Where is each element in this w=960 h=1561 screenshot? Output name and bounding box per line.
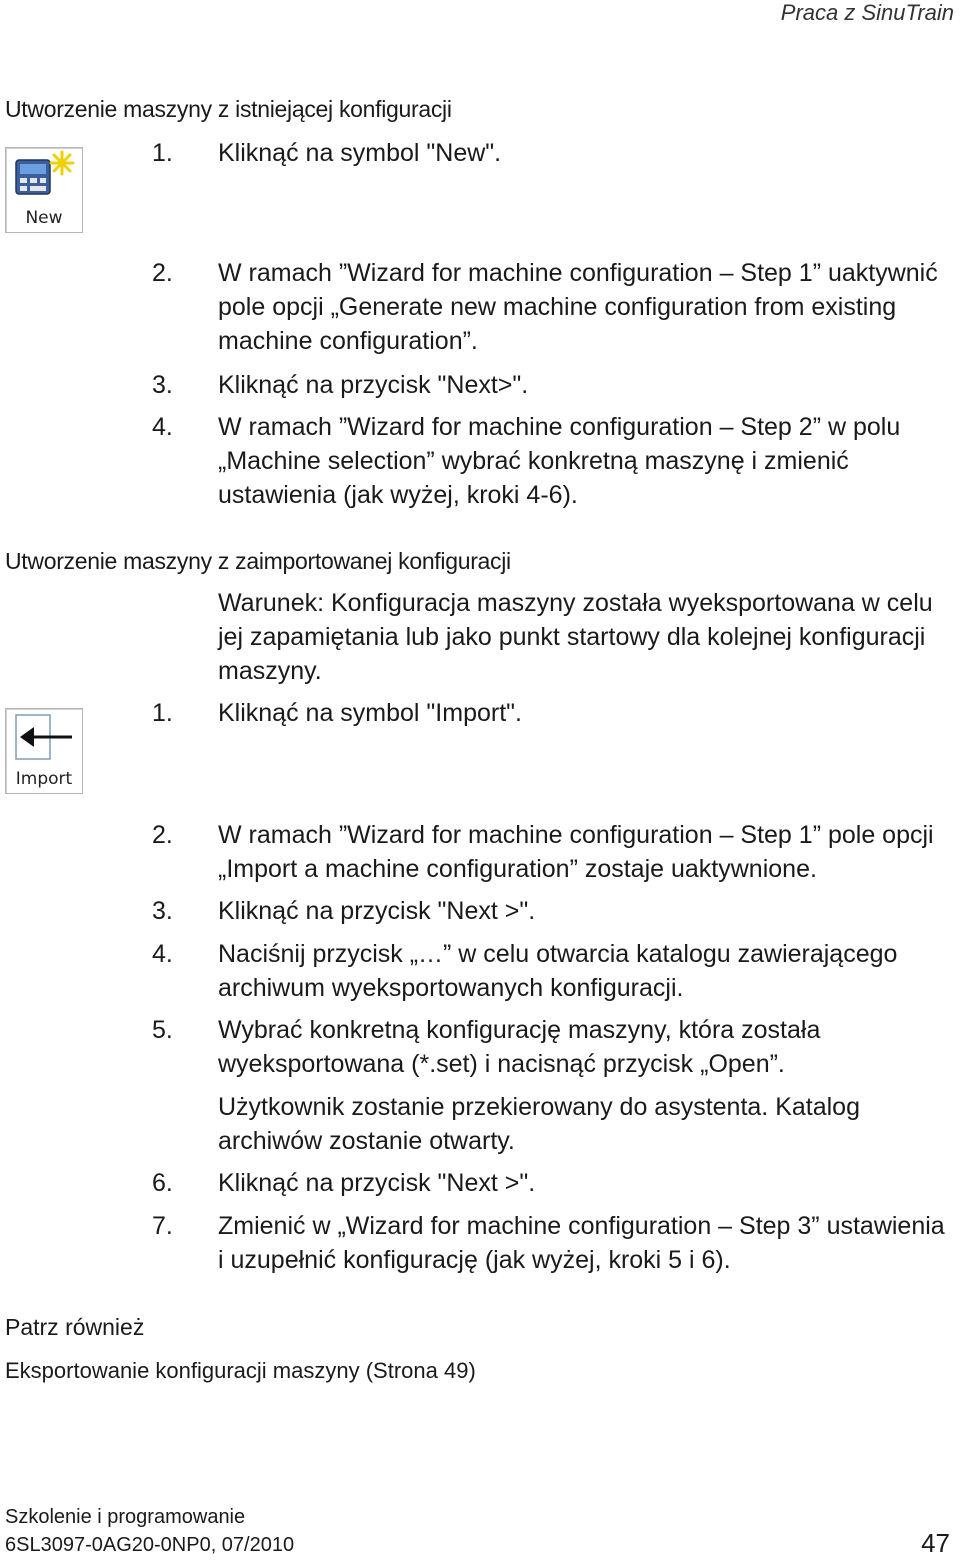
step-number: 4. bbox=[152, 940, 173, 968]
step-text: Wybrać konkretną konfigurację maszyny, która została wyeksportowana (*.set) i nacisnąć przycisk „Open”. bbox=[218, 1016, 821, 1078]
section-heading-existing-config: Utworzenie maszyny z istniejącej konfiguracji bbox=[5, 96, 452, 122]
new-button-label: New bbox=[25, 208, 63, 228]
step-text: W ramach ”Wizard for machine configuration – Step 2” w polu „Machine selection” wybrać konkretną maszynę i zmienić ustawienia (jak wyżej, kroki 4-6). bbox=[218, 413, 901, 509]
new-machine-icon bbox=[6, 148, 82, 208]
section-heading-imported-config: Utworzenie maszyny z zaimportowanej konfiguracji bbox=[5, 548, 511, 574]
import-arrow-icon bbox=[6, 709, 82, 769]
see-also-link[interactable]: Eksportowanie konfiguracji maszyny (Strona 49) bbox=[5, 1358, 476, 1383]
see-also-heading: Patrz również bbox=[5, 1314, 145, 1340]
new-button[interactable] bbox=[5, 147, 83, 233]
footer-line-1: Szkolenie i programowanie bbox=[5, 1506, 246, 1528]
import-button[interactable] bbox=[5, 708, 83, 794]
step-text: Kliknąć na przycisk "Next >". bbox=[218, 1169, 536, 1197]
step-number: 2. bbox=[152, 259, 173, 287]
step-number: 7. bbox=[152, 1212, 173, 1240]
step-number: 6. bbox=[152, 1169, 173, 1197]
step-text: Kliknąć na przycisk "Next>". bbox=[218, 371, 529, 399]
step-number: 2. bbox=[152, 821, 173, 849]
step-text: Kliknąć na symbol "Import". bbox=[218, 699, 522, 727]
step-number: 4. bbox=[152, 413, 173, 441]
condition-text: Warunek: Konfiguracja maszyny została wyeksportowana w celu jej zapamiętania lub jako punkt startowy dla kolejnej konfiguracji maszyny. bbox=[218, 589, 933, 685]
step-text: Naciśnij przycisk „…” w celu otwarcia katalogu zawierającego archiwum wyeksportowanych konfiguracji. bbox=[218, 940, 898, 1002]
step-text: W ramach ”Wizard for machine configuration – Step 1” pole opcji „Import a machine configuration” zostaje uaktywnione. bbox=[218, 821, 934, 883]
step-number: 5. bbox=[152, 1016, 173, 1044]
footer-line-2: 6SL3097-0AG20-0NP0, 07/2010 bbox=[5, 1534, 295, 1556]
step-text: W ramach ”Wizard for machine configuration – Step 1” uaktywnić pole opcji „Generate new machine configuration from existing machine configuration”. bbox=[218, 259, 938, 355]
step-number: 3. bbox=[152, 897, 173, 925]
page-number: 47 bbox=[921, 1528, 950, 1558]
step-number: 3. bbox=[152, 371, 173, 399]
running-header: Praca z SinuTrain bbox=[780, 0, 954, 25]
step-text: Użytkownik zostanie przekierowany do asystenta. Katalog archiwów zostanie otwarty. bbox=[218, 1093, 860, 1155]
step-text: Kliknąć na przycisk "Next >". bbox=[218, 897, 536, 925]
step-number: 1. bbox=[152, 699, 173, 727]
step-text: Kliknąć na symbol "New". bbox=[218, 139, 502, 167]
step-text: Zmienić w „Wizard for machine configuration – Step 3” ustawienia i uzupełnić konfigurację (jak wyżej, kroki 5 i 6). bbox=[218, 1212, 945, 1274]
step-number: 1. bbox=[152, 139, 173, 167]
import-button-label: Import bbox=[15, 769, 73, 789]
